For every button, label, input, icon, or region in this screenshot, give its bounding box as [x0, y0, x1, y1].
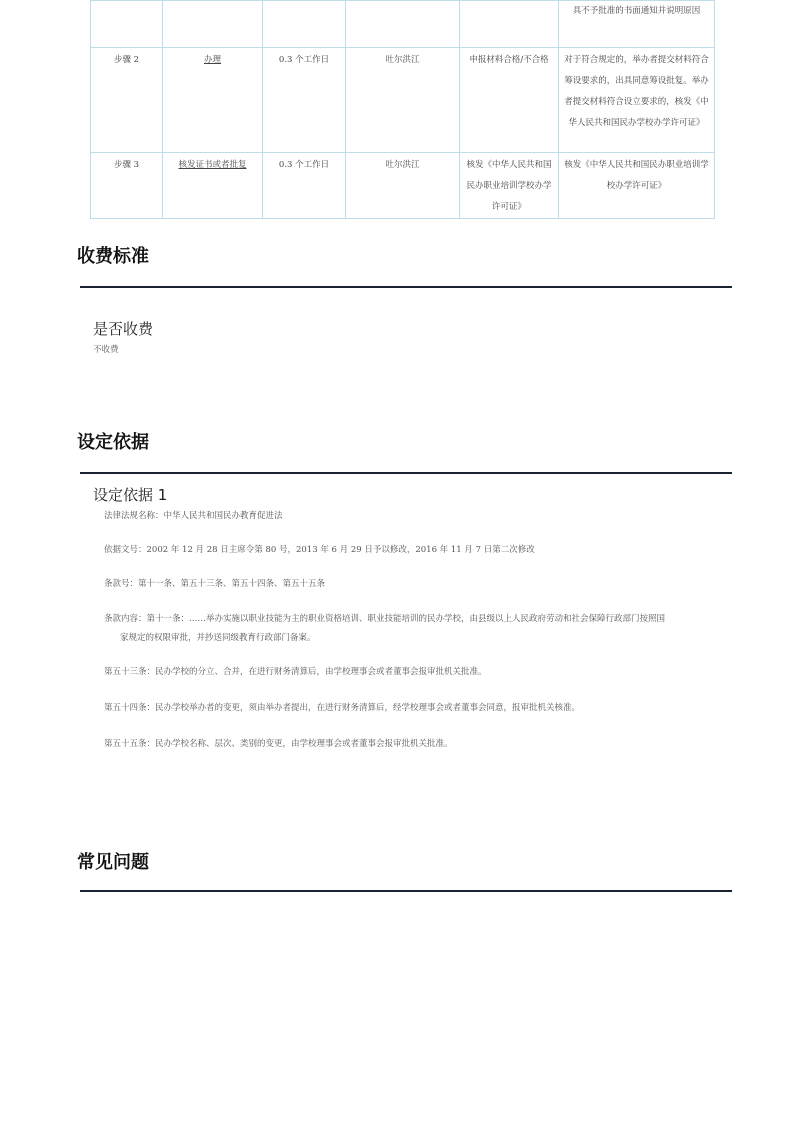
table-row: [91, 153, 715, 219]
result-cell: 核发《中华人民共和国民办职业培训学校办学许可证》: [559, 153, 715, 219]
time-limit-cell: 0.3 个工作日: [263, 153, 346, 219]
article-54: 第五十四条：民办学校举办者的变更，须由举办者提出，在进行财务清算后，经学校理事会或者董事会同意，报审批机关核准。: [104, 703, 581, 713]
article-content: 条款内容：第十一条：……举办实施以职业技能为主的职业资格培训、职业技能培训的民办学校，由县级以上人民政府劳动和社会保障行政部门按照国: [104, 614, 666, 624]
article-53: 第五十三条：民办学校的分立、合并，在进行财务清算后，由学校理事会或者董事会报审批机关批准。: [104, 667, 487, 677]
fee-value: 不收费: [93, 345, 119, 355]
basis-section-title: 设定依据: [77, 432, 149, 453]
result-cell: 对于符合规定的，举办者提交材料符合筹设要求的，出具同意筹设批复。举办者提交材料符合设立要求的，核发《中华人民共和国民办学校办学许可证》: [559, 48, 715, 153]
handler-cell: 吐尔洪江: [346, 153, 460, 219]
article-content-continued: 家规定的权限审批，并抄送同级教育行政部门备案。: [120, 633, 316, 643]
article-55: 第五十五条：民办学校名称、层次、类别的变更，由学校理事会或者董事会报审批机关批准。: [104, 739, 453, 749]
handler-cell: 吐尔洪江: [346, 48, 460, 153]
step-name-link[interactable]: 核发证书或者批复: [163, 153, 263, 219]
basis-subtitle: 设定依据 1: [93, 486, 168, 504]
article-numbers: 条款号：第十一条、第五十三条、第五十四条、第五十五条: [104, 579, 326, 589]
document-number: 依据文号：2002 年 12 月 28 日主席令第 80 号，2013 年 6 月 29 日予以修改，2016 年 11 月 7 日第二次修改: [104, 545, 535, 555]
fee-section-title: 收费标准: [77, 246, 149, 267]
process-steps-table: [90, 0, 715, 219]
fee-subtitle: 是否收费: [93, 320, 154, 338]
section-divider: [80, 286, 732, 288]
time-limit-cell: 0.3 个工作日: [263, 48, 346, 153]
standard-cell: [460, 1, 559, 48]
faq-section-title: 常见问题: [77, 852, 149, 873]
law-name: 法律法规名称：中华人民共和国民办教育促进法: [104, 511, 283, 521]
step-cell: 步骤 2: [91, 48, 163, 153]
step-cell: [91, 1, 163, 48]
table-row: [91, 1, 715, 48]
time-limit-cell: [263, 1, 346, 48]
handler-cell: [346, 1, 460, 48]
result-cell: 具不予批准的书面通知并说明原因: [559, 1, 715, 48]
standard-cell: 核发《中华人民共和国民办职业培训学校办学许可证》: [460, 153, 559, 219]
section-divider: [80, 472, 732, 474]
table-row: [91, 48, 715, 153]
section-divider: [80, 890, 732, 892]
step-name-link[interactable]: 办理: [163, 48, 263, 153]
step-cell: 步骤 3: [91, 153, 163, 219]
step-name-cell: [163, 1, 263, 48]
standard-cell: 申报材料合格/不合格: [460, 48, 559, 153]
